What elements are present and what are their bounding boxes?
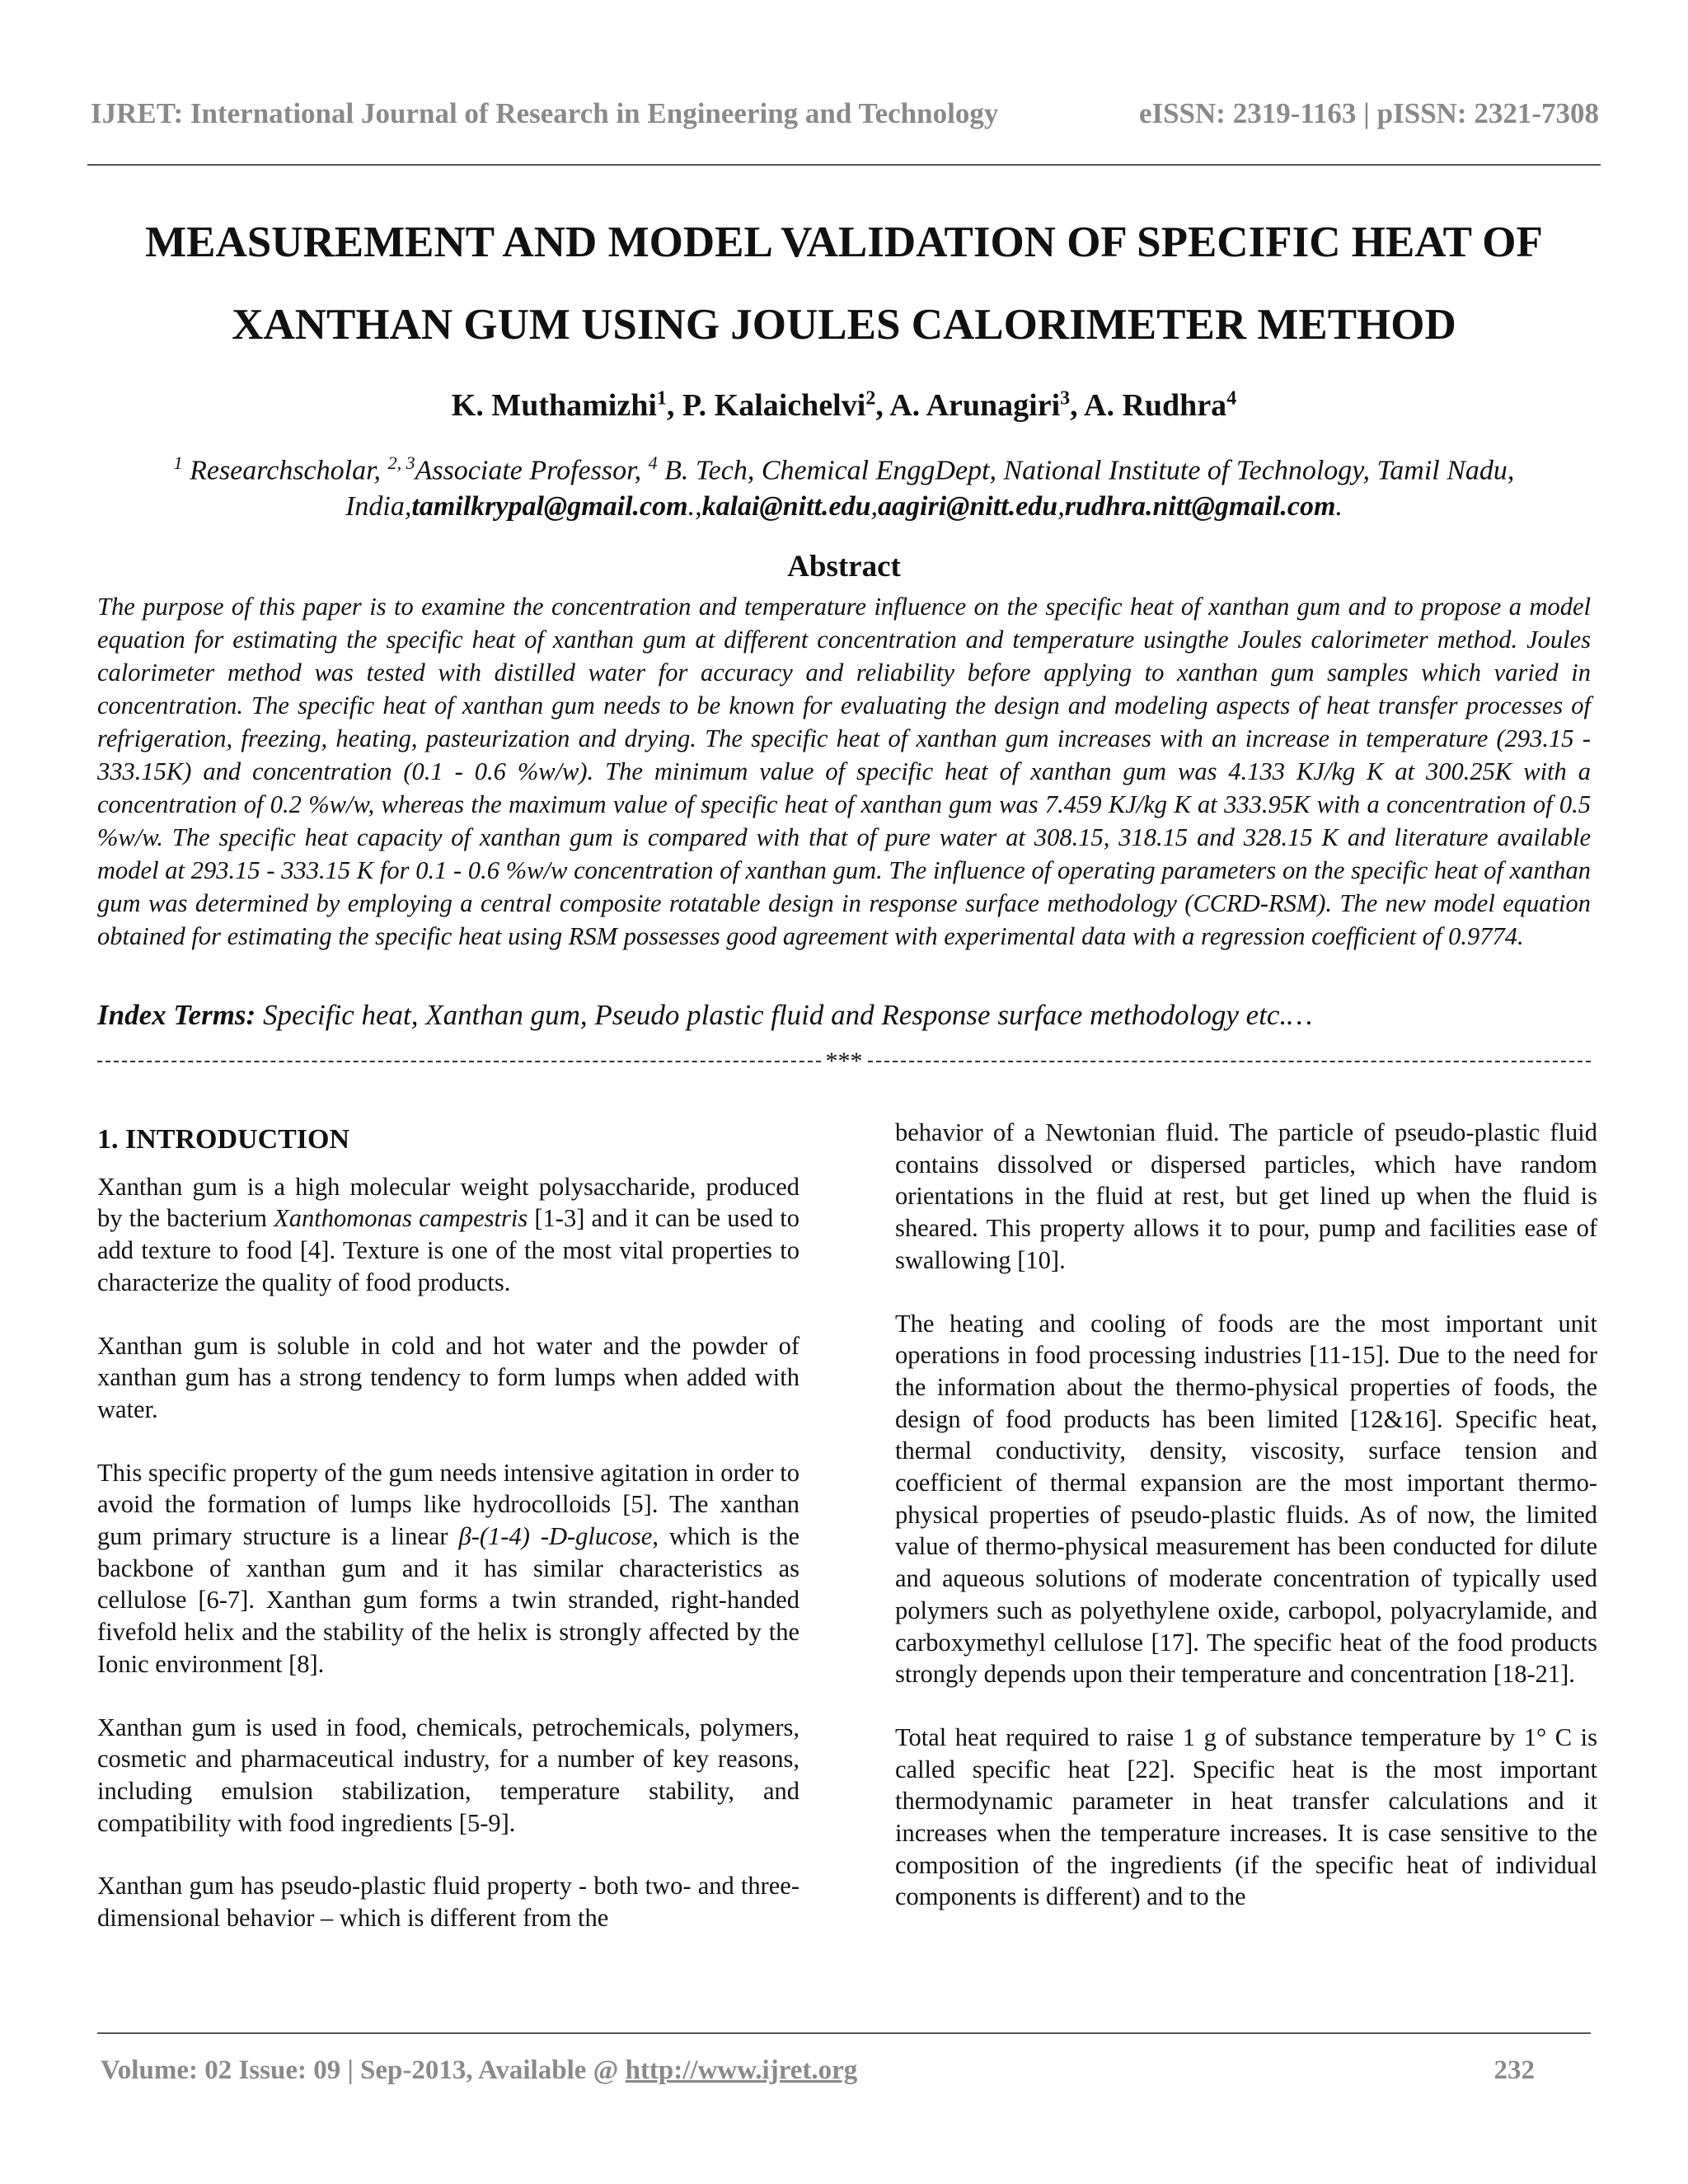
paper-title xyxy=(82,201,1606,366)
running-header xyxy=(91,97,1599,130)
author-3-sup: 3 xyxy=(1060,387,1071,410)
journal-link[interactable]: http://www.ijret.org xyxy=(625,2055,858,2085)
paragraph xyxy=(97,1457,799,1680)
footer-volume xyxy=(101,2055,857,2086)
paragraph: Xanthan gum is used in food, chemicals, petrochemicals, polymers, cosmetic and pharmaceutical industry, for a number of key reasons, including emulsion stabilization, temperature stability, and compatibility with food ingredients [5-9]. xyxy=(97,1713,799,1837)
affil-country: India, xyxy=(345,491,412,523)
index-terms-label: Index Terms: xyxy=(97,999,256,1031)
affiliation-line-2 xyxy=(99,489,1589,525)
affil-role-1: Researchscholar, xyxy=(182,455,388,486)
text: Xanthan gum is a high molecular weight polysaccharide, produced by the bacterium xyxy=(97,1172,799,1233)
title-line-1: MEASUREMENT AND MODEL VALIDATION OF SPECIFIC HEAT OF xyxy=(145,218,1543,266)
email-link[interactable]: aagiri@nitt.edu xyxy=(878,491,1058,523)
right-column xyxy=(895,1117,1597,1944)
journal-name: IJRET: International Journal of Research in Engineering and Technology xyxy=(91,97,999,129)
affil-role-2: Associate Professor, xyxy=(415,455,649,486)
affil-sup: 2, 3 xyxy=(387,452,415,473)
abstract-heading: Abstract xyxy=(787,550,901,583)
affil-sep: , xyxy=(870,491,879,523)
text: [1-3] and it can be used to add texture to food [4]. Texture is one of the most vital properties to characterize the quality of food products. xyxy=(97,1204,799,1296)
abstract-text: The purpose of this paper is to examine the concentration and temperature influence on the specific heat of xanthan gum and to propose a model equation for estimating the specific heat of xanthan gum at different concentration and temperature usingthe Joules calorimeter method. Joules calorimeter method was tested with distilled water for accuracy and reliability before applying to xanthan gum samples which varied in concentration. The specific heat of xanthan gum needs to be known for evaluating the design and modeling aspects of heat transfer processes of refrigeration, freezing, heating, pasteurization and drying. The specific heat of xanthan gum increases with an increase in temperature (293.15 - 333.15K) and concentration (0.1 - 0.6 %w/w). The minimum value of specific heat of xanthan gum was 4.133 KJ/kg K at 300.25K with a concentration of 0.2 %w/w, whereas the maximum value of specific heat of xanthan gum was 7.459 KJ/kg K at 333.95K with a concentration of 0.5 %w/w. The specific heat capacity of xanthan gum is compared with that of pure water at 308.15, 318.15 and 328.15 K and literature available model at 293.15 - 333.15 K for 0.1 - 0.6 %w/w concentration of xanthan gum. The influence of operating parameters on the specific heat of xanthan gum was determined by employing a central composite rotatable design in response surface methodology (CCRD-RSM). The new model equation obtained for estimating the specific heat using RSM possesses good agreement with experimental data with a regression coefficient of 0.9774. xyxy=(97,593,1591,950)
affiliation xyxy=(99,445,1589,525)
page-footer xyxy=(101,2055,1535,2086)
volume-text: Volume: 02 Issue: 09 | Sep-2013, Available @ xyxy=(101,2055,626,2085)
separator-stars: *** xyxy=(825,1047,863,1075)
affil-institution: B. Tech, Chemical EnggDept, National Institute of Technology, Tamil Nadu, xyxy=(657,455,1515,486)
author-4: A. Rudhra xyxy=(1084,388,1227,423)
paragraph: Xanthan gum has pseudo-plastic fluid property - both two- and three-dimensional behavior – which is different from the xyxy=(97,1872,799,1933)
paragraph: The heating and cooling of foods are the most important unit operations in food processing industries [11-15]. Due to the need for the information about the thermo-physical properties of foods, the design of food products has been limited [12&16]. Specific heat, thermal conductivity, density, viscosity, surface tension and coefficient of thermal expansion are the most important thermo-physical properties of pseudo-plastic fluids. As of now, the limited value of thermo-physical measurement has been conducted for dilute and aqueous solutions of moderate concentration of typically used polymers such as polyethylene oxide, carbopol, polyacrylamide, and carboxymethyl cellulose [17]. The specific heat of the food products strongly depends upon their temperature and concentration [18-21]. xyxy=(895,1309,1597,1689)
paragraph: Total heat required to raise 1 g of substance temperature by 1° C is called specific heat [22]. Specific heat is the most important thermodynamic parameter in heat transfer calculations and it increases when the temperature increases. It is case sensitive to the composition of the ingredients (if the specific heat of individual components is different) and to the xyxy=(895,1722,1597,1911)
footer-rule xyxy=(97,2032,1591,2034)
affil-sep: , xyxy=(1057,491,1065,523)
author-4-sup: 4 xyxy=(1226,387,1237,410)
section-heading: 1. INTRODUCTION xyxy=(97,1124,350,1155)
affiliation-line-1 xyxy=(99,445,1589,489)
affil-sep: ., xyxy=(687,491,702,523)
dashed-line xyxy=(97,1061,821,1062)
author-2: P. Kalaichelvi xyxy=(682,388,866,423)
author-sep: , xyxy=(666,388,682,423)
authors xyxy=(0,387,1688,424)
affil-sup: 4 xyxy=(648,452,658,473)
dashed-line xyxy=(868,1061,1592,1062)
affil-sep: . xyxy=(1335,491,1343,523)
author-1: K. Muthamizhi xyxy=(451,388,657,423)
paragraph xyxy=(97,1171,799,1299)
affil-sup: 1 xyxy=(173,452,183,473)
species-name: Xanthomonas campestris xyxy=(274,1204,528,1233)
email-link[interactable]: tamilkrypal@gmail.com xyxy=(411,491,688,523)
text: This specific property of the gum needs intensive agitation in order to avoid the formation of lumps like hydrocolloids [5]. The xanthan gum primary structure is a linear xyxy=(97,1458,799,1551)
paragraph: Xanthan gum is soluble in cold and hot water and the powder of xanthan gum has a strong tendency to form lumps when added with water. xyxy=(97,1331,799,1423)
text: , which is the backbone of xanthan gum and it has similar characteristics as cellulose [6-7]. Xanthan gum forms a twin stranded, right-handed fivefold helix and the stability of the helix is strongly affected by the Ionic environment [8]. xyxy=(97,1522,799,1678)
chemical-name: β-(1-4) -D-glucose xyxy=(458,1522,653,1551)
email-link[interactable]: rudhra.nitt@gmail.com xyxy=(1064,491,1336,523)
left-column xyxy=(97,1113,799,1966)
index-terms xyxy=(97,999,1591,1032)
author-sep: , xyxy=(875,388,890,423)
author-sep: , xyxy=(1070,388,1085,423)
issn: eISSN: 2319-1163 | pISSN: 2321-7308 xyxy=(1138,97,1599,129)
page-number: 232 xyxy=(1493,2055,1535,2085)
paragraph: behavior of a Newtonian fluid. The particle of pseudo-plastic fluid contains dissolved or dispersed particles, which have random orientations in the fluid at rest, but get lined up when the fluid is sheared. This property allows it to pour, pump and facilities ease of swallowing [10]. xyxy=(895,1118,1597,1274)
author-1-sup: 1 xyxy=(656,387,667,410)
author-3: A. Arunagiri xyxy=(889,388,1061,423)
section-separator xyxy=(97,1045,1591,1078)
index-terms-text: Specific heat, Xanthan gum, Pseudo plastic fluid and Response surface methodology etc.… xyxy=(256,999,1313,1031)
title-line-2: XANTHAN GUM USING JOULES CALORIMETER METHOD xyxy=(232,301,1456,349)
header-rule xyxy=(87,164,1601,166)
author-2-sup: 2 xyxy=(865,387,876,410)
email-link[interactable]: kalai@nitt.edu xyxy=(701,491,871,523)
